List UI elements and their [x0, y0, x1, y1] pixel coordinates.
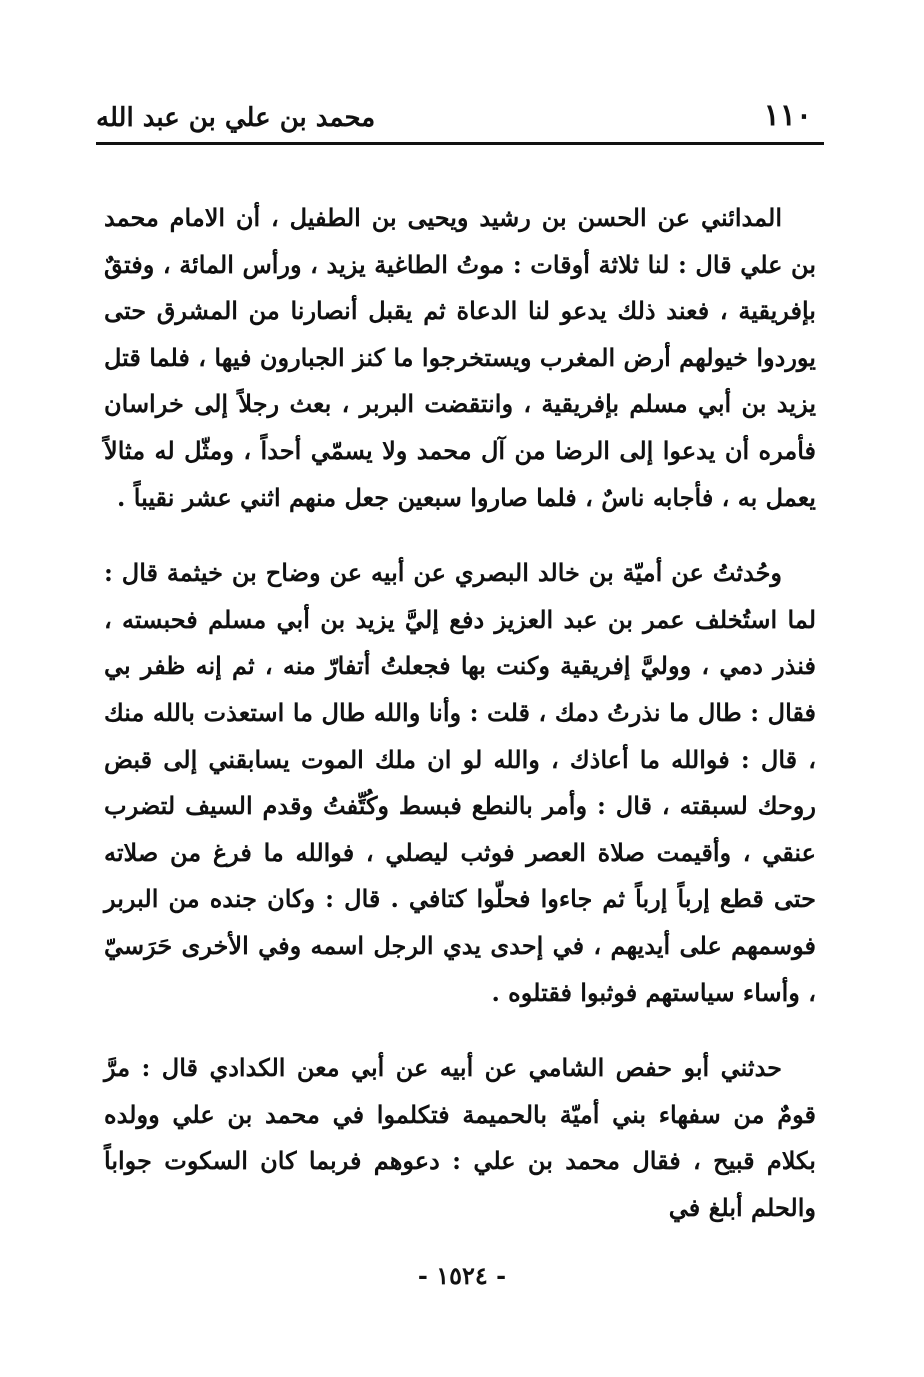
paragraph-2: وحُدثتُ عن أميّة بن خالد البصري عن أبيه عن وضاح بن خيثمة قال : لما استُخلف عمر بن عبد العزيز دفع إليَّ يزيد بن أبي مسلم فحبسته ، فنذر دمي ، ووليَّ إفريقية وكنت بها فجعلتُ أتفارّ منه ، ثم إنه ظفر بي فقال : طال ما نذرتُ دمك ، قلت : وأنا والله طال ما استعذت بالله منك ، قال : فوالله ما أعاذك ، والله لو ان ملك الموت يسابقني إلى قبض روحك لسبقته ، قال : وأمر بالنطع فبسط وكُتِّفتُ وقدم السيف لتضرب عنقي ، وأقيمت صلاة العصر فوثب ليصلي ، فوالله ما فرغ من صلاته حتى قطع إرباً إرباً ثم جاءوا فحلّوا كتافي . قال : وكان جنده من البربر فوسمهم على أيديهم ، في إحدى يدي الرجل اسمه وفي الأخرى حَرَسيّ ، وأساء سياستهم فوثبوا فقتلوه . [104, 558, 816, 1007]
running-title: محمد بن علي بن عبد الله [96, 103, 376, 133]
paragraph-1: المدائني عن الحسن بن رشيد ويحيى بن الطفيل ، أن الامام محمد بن علي قال : لنا ثلاثة أوقات : موتُ الطاغية يزيد ، ورأس المائة ، وفتقٌ بإفريقية ، فعند ذلك يدعو لنا الدعاة ثم يقبل أنصارنا من المشرق حتى يوردوا خيولهم أرض المغرب ويستخرجوا ما كنز الجبارون فيها ، فلما قتل يزيد بن أبي مسلم بإفريقية ، وانتقضت البربر ، بعث رجلاً إلى خراسان فأمره أن يدعوا إلى الرضا من آل محمد ولا يسمّي أحداً ، ومثّل له مثالاً يعمل به ، فأجابه ناسٌ ، فلما صاروا سبعين جعل منهم اثني عشر نقيباً . [104, 203, 816, 512]
body-text [104, 195, 816, 1231]
page-number: ١١٠ [763, 98, 812, 133]
page-header [96, 96, 822, 136]
paragraph-3: حدثني أبو حفص الشامي عن أبيه عن أبي معن الكدادي قال : مرَّ قومٌ من سفهاء بني أميّة بالحميمة فتكلموا في محمد بن علي وولده بكلام قبيح ، فقال محمد بن علي : دعوهم فربما كان السكوت جواباً والحلم أبلغ في [104, 1053, 816, 1222]
page-folio: - ١٥٢٤ - [417, 1261, 507, 1290]
header-rule [96, 142, 824, 145]
